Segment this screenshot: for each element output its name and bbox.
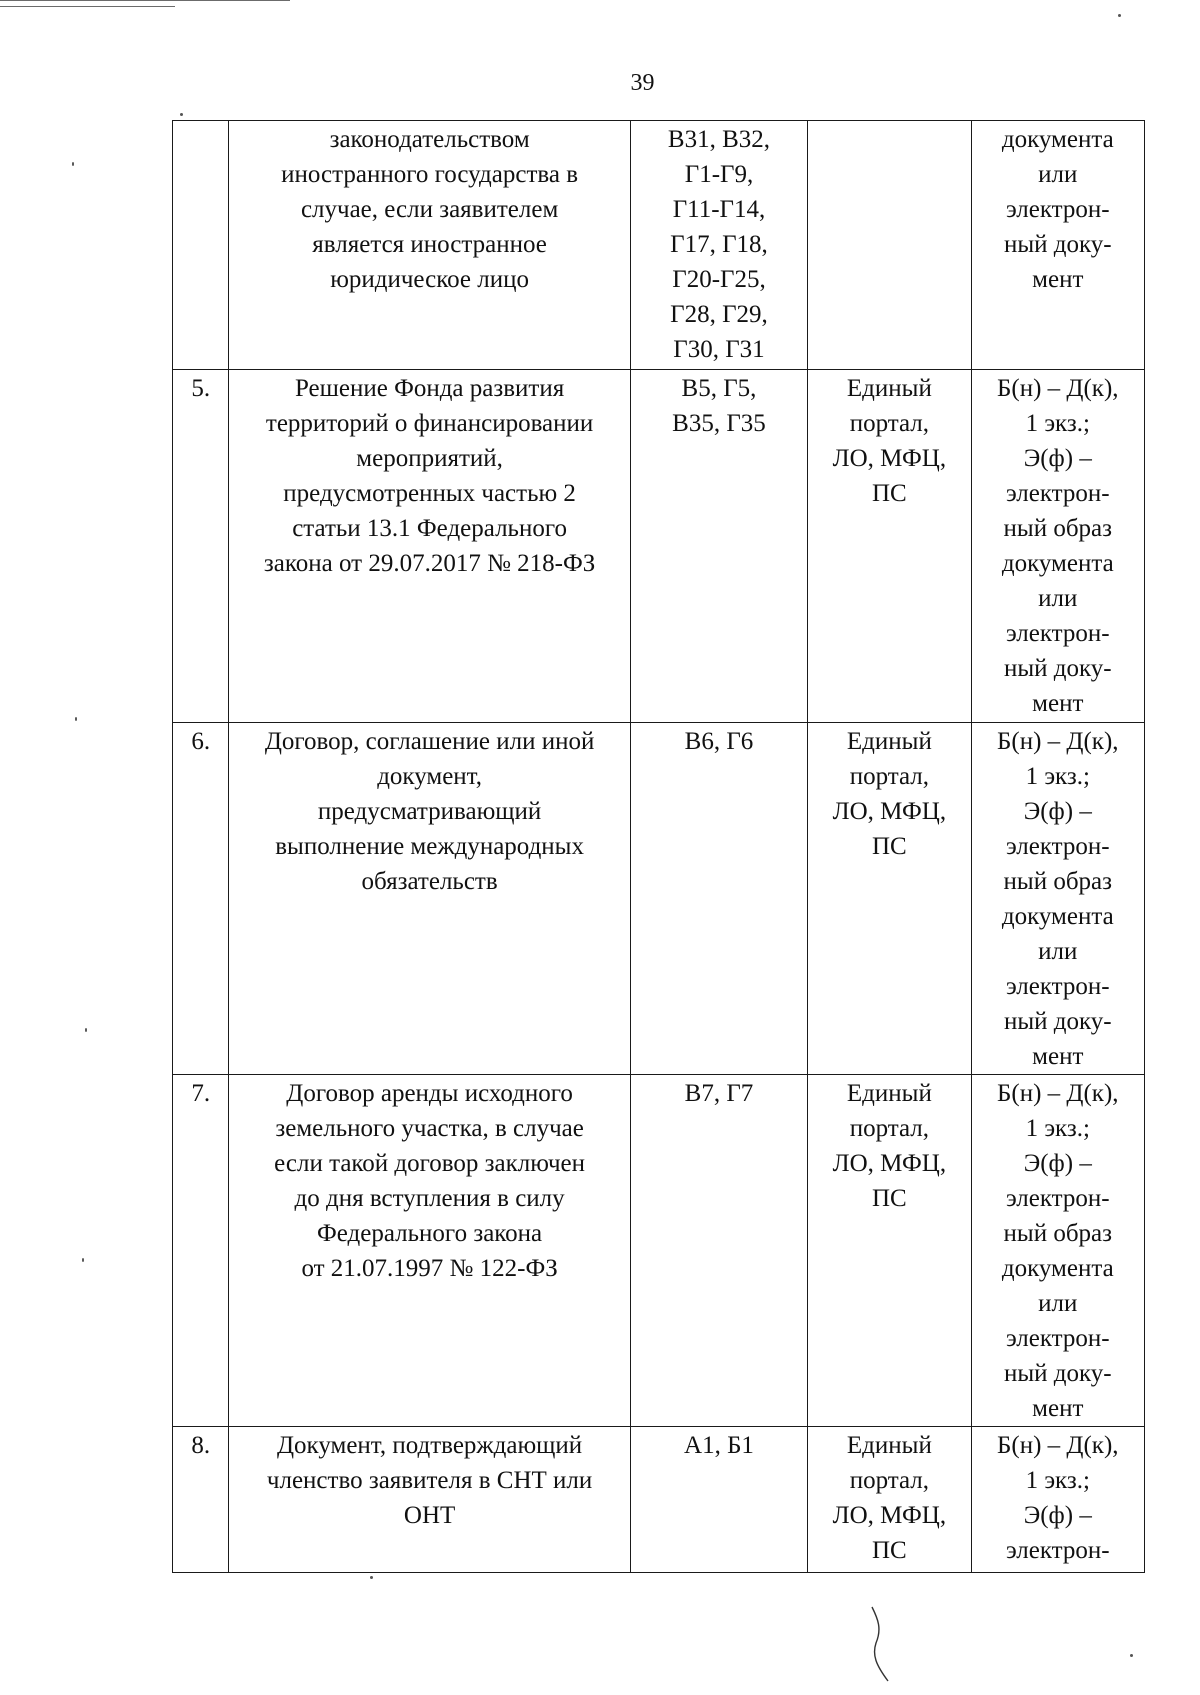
scan-speck — [82, 1258, 84, 1262]
submission-method-cell: Единый портал, ЛО, МФЦ, ПС — [808, 1075, 971, 1427]
row-number-cell: 7. — [173, 1075, 229, 1427]
scan-edge-line — [0, 0, 290, 1]
table-row — [173, 370, 1145, 723]
submission-method-cell: Единый портал, ЛО, МФЦ, ПС — [808, 723, 971, 1075]
table-row — [173, 1075, 1145, 1427]
codes-cell: В31, В32, Г1-Г9, Г11-Г14, Г17, Г18, Г20-Г25, Г28, Г29, Г30, Г31 — [630, 121, 807, 370]
codes-cell: В5, Г5, В35, Г35 — [630, 370, 807, 723]
row-number-cell: 6. — [173, 723, 229, 1075]
handwritten-bracket-mark — [868, 1605, 898, 1685]
document-form-cell: Б(н) – Д(к), 1 экз.; Э(ф) – электрон- ный образ документа или электрон- ный доку- мент — [971, 370, 1144, 723]
document-name-cell: Договор, соглашение или иной документ, предусматривающий выполнение международных обязательств — [229, 723, 630, 1075]
codes-cell: В6, Г6 — [630, 723, 807, 1075]
documents-table — [172, 120, 1145, 1573]
row-number-cell: 8. — [173, 1427, 229, 1573]
table-row — [173, 121, 1145, 370]
row-number-cell — [173, 121, 229, 370]
table-row — [173, 723, 1145, 1075]
codes-cell: А1, Б1 — [630, 1427, 807, 1573]
page-number: 39 — [630, 70, 655, 96]
submission-method-cell: Единый портал, ЛО, МФЦ, ПС — [808, 370, 971, 723]
scan-speck — [370, 1576, 373, 1579]
scan-speck — [1118, 14, 1121, 17]
table-row — [173, 1427, 1145, 1573]
document-form-cell: Б(н) – Д(к), 1 экз.; Э(ф) – электрон- — [971, 1427, 1144, 1573]
document-name-cell: Договор аренды исходного земельного участка, в случае если такой договор заключен до дня вступления в силу Федерального закона от 21.07.1997 № 122-ФЗ — [229, 1075, 630, 1427]
scan-speck — [72, 162, 74, 166]
codes-cell: В7, Г7 — [630, 1075, 807, 1427]
scan-speck — [180, 113, 183, 116]
document-name-cell: Решение Фонда развития территорий о финансировании мероприятий, предусмотренных частью 2 статьи 13.1 Федерального закона от 29.07.2017 № 218-ФЗ — [229, 370, 630, 723]
scan-edge-line — [0, 6, 175, 7]
document-name-cell: законодательством иностранного государства в случае, если заявителем является иностранное юридическое лицо — [229, 121, 630, 370]
document-form-cell: Б(н) – Д(к), 1 экз.; Э(ф) – электрон- ный образ документа или электрон- ный доку- мент — [971, 723, 1144, 1075]
scan-speck — [85, 1028, 87, 1032]
document-name-cell: Документ, подтверждающий членство заявителя в СНТ или ОНТ — [229, 1427, 630, 1573]
document-form-cell: документа или электрон- ный доку- мент — [971, 121, 1144, 370]
submission-method-cell — [808, 121, 971, 370]
row-number-cell: 5. — [173, 370, 229, 723]
scan-speck — [1130, 1654, 1133, 1657]
submission-method-cell: Единый портал, ЛО, МФЦ, ПС — [808, 1427, 971, 1573]
scan-speck — [75, 717, 77, 721]
document-form-cell: Б(н) – Д(к), 1 экз.; Э(ф) – электрон- ный образ документа или электрон- ный доку- мент — [971, 1075, 1144, 1427]
